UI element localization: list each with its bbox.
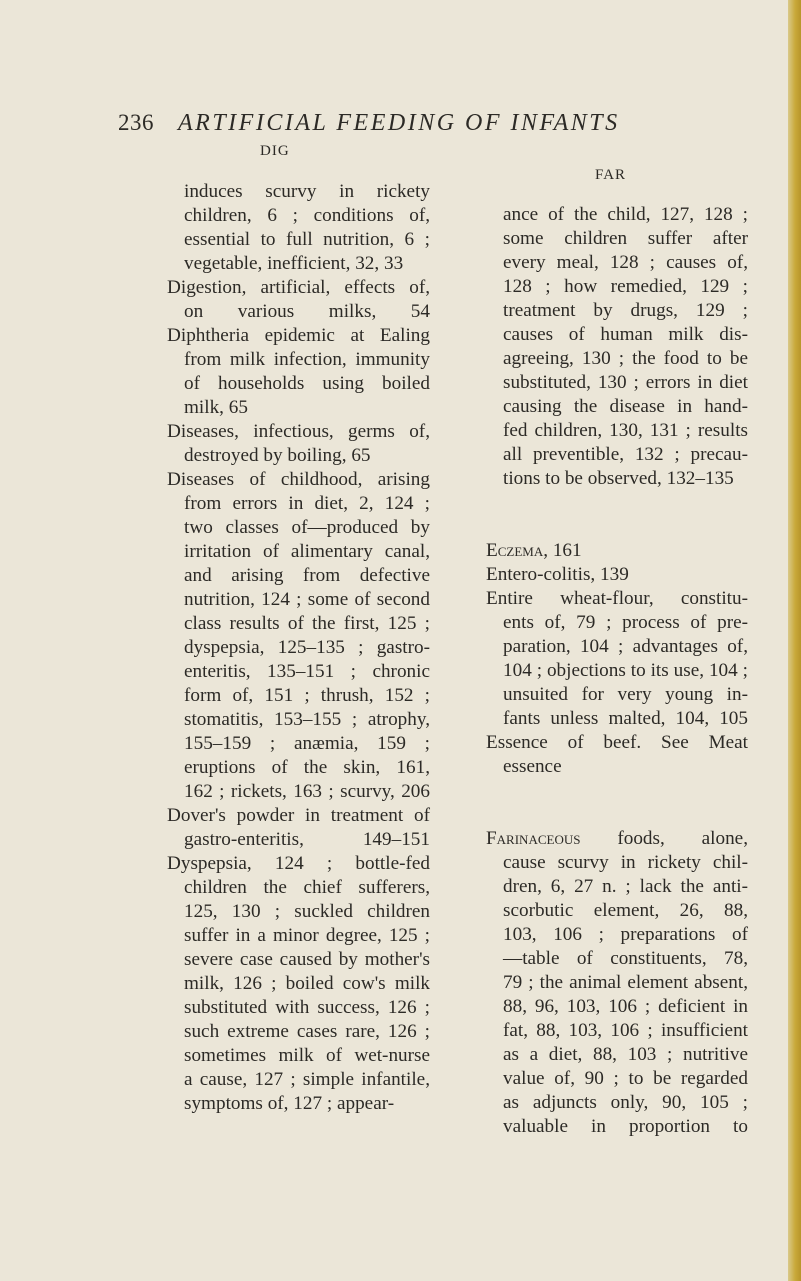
right-index-line: ents of, 79 ; process of pre- xyxy=(503,612,748,633)
left-guide-word: DIG xyxy=(260,143,290,159)
right-index-line: agreeing, 130 ; the food to be xyxy=(503,348,748,369)
right-index-line: as a diet, 88, 103 ; nutritive xyxy=(503,1044,748,1065)
left-index-line: nutrition, 124 ; some of second xyxy=(184,589,430,610)
right-index-line: fat, 88, 103, 106 ; insufficient xyxy=(503,1020,748,1041)
right-index-line: Essence of beef. See Meat xyxy=(486,732,748,753)
left-index-line: form of, 151 ; thrush, 152 ; xyxy=(184,685,430,706)
left-index-line: substituted with success, 126 ; xyxy=(184,997,430,1018)
right-index-line: substituted, 130 ; errors in diet xyxy=(503,372,748,393)
right-index-line: Eczema, 161 xyxy=(486,540,582,561)
left-index-line: Diphtheria epidemic at Ealing xyxy=(167,325,430,346)
right-index-line: scorbutic element, 26, 88, xyxy=(503,900,748,921)
page-number: 236 xyxy=(118,110,154,135)
left-index-line: 162 ; rickets, 163 ; scurvy, 206 xyxy=(184,781,430,802)
right-index-line: —table of constituents, 78, xyxy=(503,948,748,969)
right-index-line: cause scurvy in rickety chil- xyxy=(503,852,748,873)
left-index-line: induces scurvy in rickety xyxy=(184,181,430,202)
left-index-line: irritation of alimentary canal, xyxy=(184,541,430,562)
right-index-line: Entero-colitis, 139 xyxy=(486,564,629,585)
left-index-line: vegetable, inefficient, 32, 33 xyxy=(184,253,404,274)
right-index-line: ance of the child, 127, 128 ; xyxy=(503,204,748,225)
gilt-page-edge xyxy=(788,0,801,1281)
left-index-line: 155–159 ; anæmia, 159 ; xyxy=(184,733,430,754)
left-index-line: stomatitis, 153–155 ; atrophy, xyxy=(184,709,430,730)
left-index-line: destroyed by boiling, 65 xyxy=(184,445,371,466)
left-index-line: two classes of—produced by xyxy=(184,517,430,538)
right-index-line: unsuited for very young in- xyxy=(503,684,748,705)
left-index-line: milk, 126 ; boiled cow's milk xyxy=(184,973,430,994)
left-index-line: suffer in a minor degree, 125 ; xyxy=(184,925,430,946)
left-index-line: dyspepsia, 125–135 ; gastro- xyxy=(184,637,430,658)
left-index-line: class results of the first, 125 ; xyxy=(184,613,430,634)
right-index-line: some children suffer after xyxy=(503,228,748,249)
left-index-line: Diseases, infectious, germs of, xyxy=(167,421,430,442)
right-index-line: Entire wheat-flour, constitu- xyxy=(486,588,748,609)
right-index-line: causing the disease in hand- xyxy=(503,396,748,417)
left-index-line: from errors in diet, 2, 124 ; xyxy=(184,493,430,514)
right-index-line: 88, 96, 103, 106 ; deficient in xyxy=(503,996,748,1017)
right-index-line: fants unless malted, 104, 105 xyxy=(503,708,748,729)
left-index-line: from milk infection, immunity xyxy=(184,349,430,370)
left-index-line: a cause, 127 ; simple infantile, xyxy=(184,1069,430,1090)
right-index-line: 128 ; how remedied, 129 ; xyxy=(503,276,748,297)
right-index-line: 79 ; the animal element absent, xyxy=(503,972,748,993)
right-index-line: Farinaceous foods, alone, xyxy=(486,828,748,849)
right-guide-word: FAR xyxy=(595,167,627,183)
left-index-line: milk, 65 xyxy=(184,397,248,418)
left-index-line: enteritis, 135–151 ; chronic xyxy=(184,661,430,682)
left-index-line: of households using boiled xyxy=(184,373,430,394)
right-index-line: paration, 104 ; advantages of, xyxy=(503,636,748,657)
right-index-line: 103, 106 ; preparations of xyxy=(503,924,748,945)
right-index-line: treatment by drugs, 129 ; xyxy=(503,300,748,321)
left-index-line: children, 6 ; conditions of, xyxy=(184,205,430,226)
right-index-line: essence xyxy=(503,756,562,777)
right-index-line: tions to be observed, 132–135 xyxy=(503,468,734,489)
right-index-line: all preventible, 132 ; precau- xyxy=(503,444,748,465)
left-index-line: essential to full nutrition, 6 ; xyxy=(184,229,430,250)
right-index-line: value of, 90 ; to be regarded xyxy=(503,1068,748,1089)
left-index-line: such extreme cases rare, 126 ; xyxy=(184,1021,430,1042)
right-index-line: dren, 6, 27 n. ; lack the anti- xyxy=(503,876,748,897)
right-index-line: causes of human milk dis- xyxy=(503,324,748,345)
right-index-line: every meal, 128 ; causes of, xyxy=(503,252,748,273)
left-index-line: symptoms of, 127 ; appear- xyxy=(184,1093,395,1114)
right-index-line: 104 ; objections to its use, 104 ; xyxy=(503,660,748,681)
left-index-line: 125, 130 ; suckled children xyxy=(184,901,430,922)
left-index-line: severe case caused by mother's xyxy=(184,949,430,970)
left-index-line: on various milks, 54 xyxy=(184,301,430,322)
left-index-line: children the chief sufferers, xyxy=(184,877,430,898)
left-index-line: Digestion, artificial, effects of, xyxy=(167,277,430,298)
left-index-line: sometimes milk of wet-nurse xyxy=(184,1045,430,1066)
running-title: ARTIFICIAL FEEDING OF INFANTS xyxy=(178,110,620,136)
left-index-line: Diseases of childhood, arising xyxy=(167,469,430,490)
left-index-line: eruptions of the skin, 161, xyxy=(184,757,430,778)
left-index-line: Dyspepsia, 124 ; bottle-fed xyxy=(167,853,430,874)
right-index-line: as adjuncts only, 90, 105 ; xyxy=(503,1092,748,1113)
left-index-line: Dover's powder in treatment of xyxy=(167,805,430,826)
left-index-line: and arising from defective xyxy=(184,565,430,586)
left-index-line: gastro-enteritis, 149–151 xyxy=(184,829,430,850)
right-index-line: valuable in proportion to xyxy=(503,1116,748,1137)
right-index-line: fed children, 130, 131 ; results xyxy=(503,420,748,441)
